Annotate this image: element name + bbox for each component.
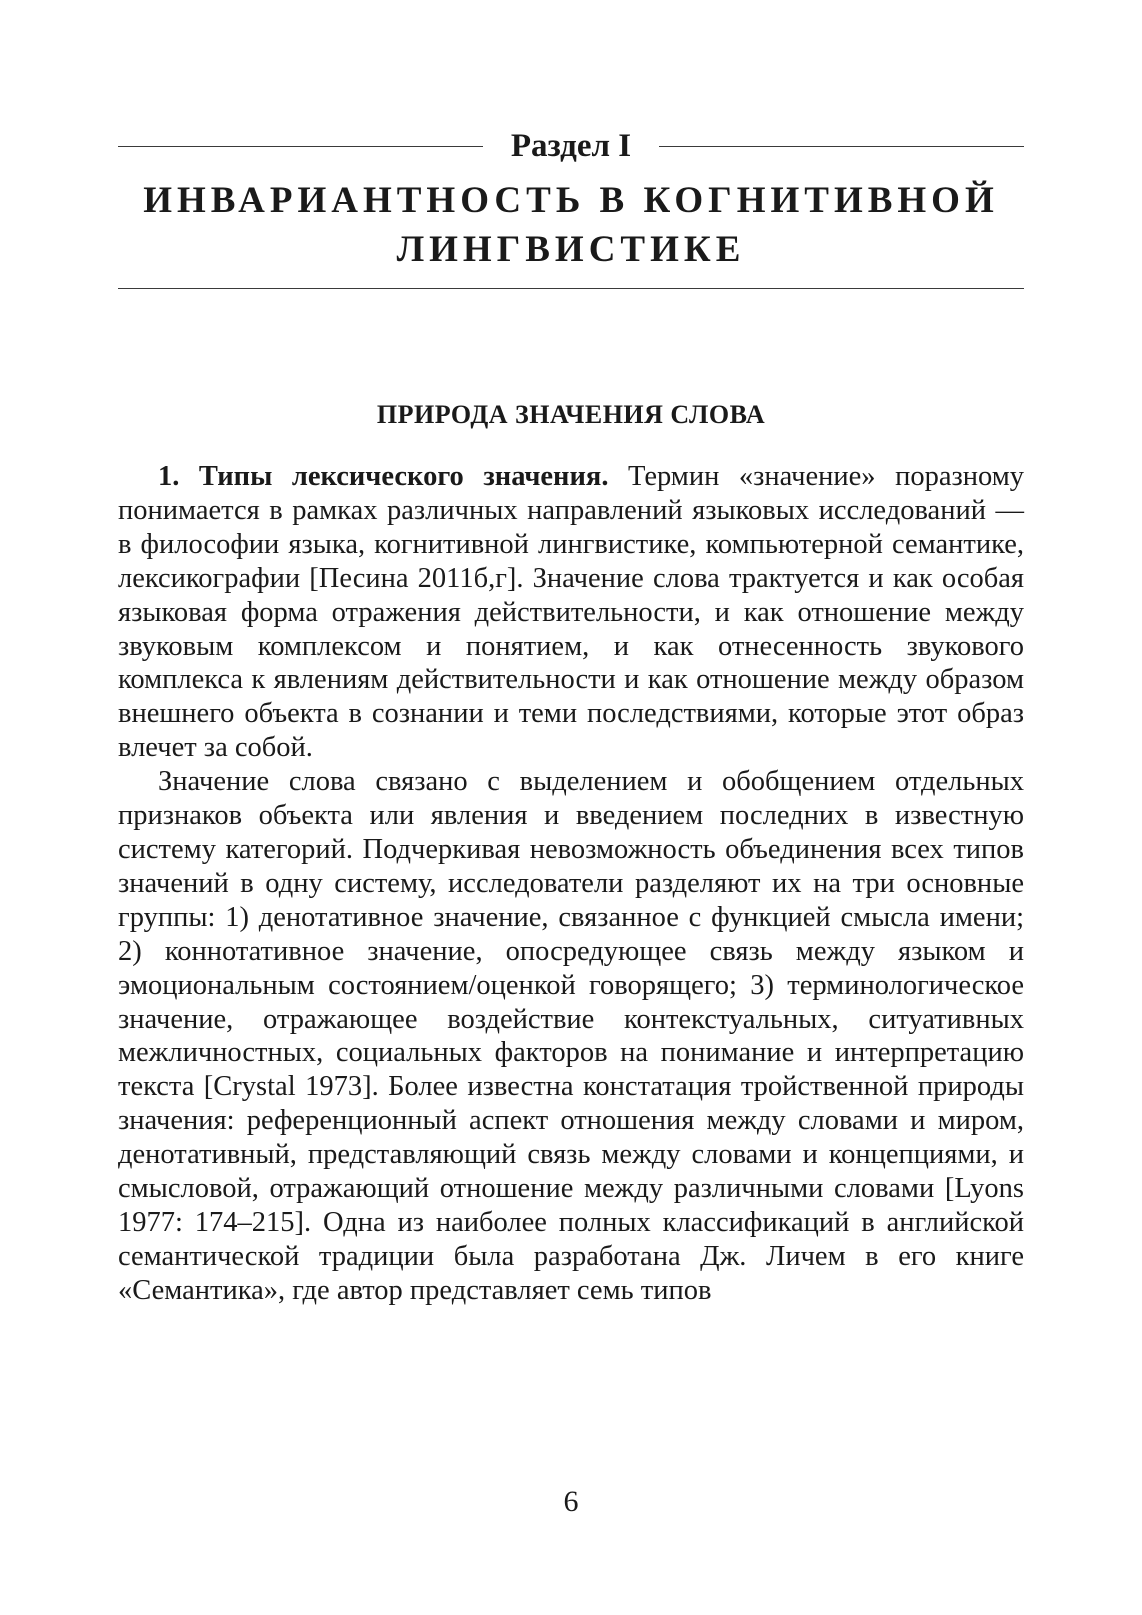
section-label-row [118, 126, 1024, 166]
section-bottom-rule [118, 288, 1024, 289]
section-title-line-2: ЛИНГВИСТИКЕ [396, 229, 746, 270]
section-title [118, 176, 1024, 274]
left-rule [118, 146, 483, 147]
document-page [118, 0, 1024, 1615]
paragraph-1-lead: 1. Типы лексического значения. [158, 461, 609, 492]
paragraph-2 [118, 765, 1024, 1308]
paragraph-1-text: Термин «значение» поразному понимается в рамках различных направлений языковых исследований — в философии языка, когнитивной лингвистике, компьютерной семантике, лексикографии [Песина 2011б,г]. Значение слова трактуется и как особая языковая форма отражения действительности, и как отношение между звуковым комплексом и понятием, и как отнесенность звукового комплекса к явлениям действительности и как отношение между образом внешнего объекта в сознании и теми последствиями, которые этот образ влечет за собой. [118, 461, 1025, 764]
section-title-line-1: ИНВАРИАНТНОСТЬ В КОГНИТИВНОЙ [143, 180, 999, 221]
section-header [118, 126, 1024, 289]
right-rule [659, 146, 1024, 147]
page-number: 6 [563, 1485, 579, 1518]
body-text [118, 460, 1024, 1308]
section-label: Раздел I [510, 127, 632, 164]
paragraph-1 [118, 460, 1024, 765]
chapter-title: ПРИРОДА ЗНАЧЕНИЯ СЛОВА [376, 400, 766, 429]
paragraph-2-text: Значение слова связано с выделением и обобщением отдельных признаков объекта или явления и введением последних в известную систему категорий. Подчеркивая невозможность объединения всех типов значений в одну систему, исследователи разделяют их на три основные группы: 1) денотативное значение, связанное с функцией смысла имени; 2) коннотативное значение, опосредующее связь между языком и эмоциональным состоянием/оценкой говорящего; 3) терминологическое значение, отражающее воздействие контекстуальных, ситуативных межличностных, социальных факторов на понимание и интерпретацию текста [Crystal 1973]. Более известна констатация тройственной природы значения: референционный аспект отношения между словами и миром, денотативный, представляющий связь между словами и концепциями, и смысловой, отражающий отношение между различными словами [Lyons 1977: 174–215]. Одна из наиболее полных классификаций в английской семантической традиции была разработана Дж. Личем в его книге «Семантика», где автор представляет семь типов [118, 766, 1024, 1306]
